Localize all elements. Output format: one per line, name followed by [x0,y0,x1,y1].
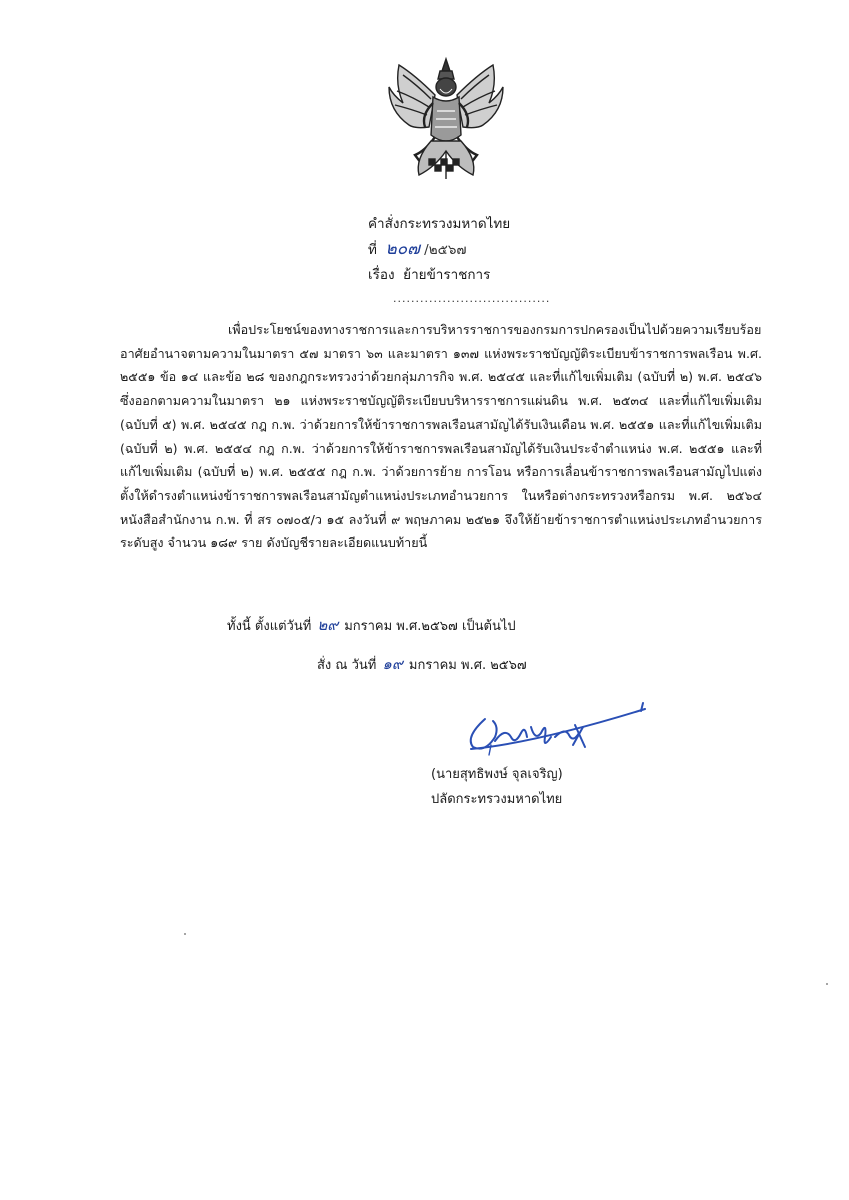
scan-speck [826,983,828,985]
garuda-emblem-icon [385,55,507,183]
order-date-prefix: สั่ง ณ วันที่ [317,658,377,673]
handwritten-signature [455,697,655,767]
order-date-suffix: มกราคม พ.ศ. ๒๕๖๗ [408,658,527,673]
order-body-paragraph: เพื่อประโยชน์ของทางราชการและการบริหารราชการของกรมการปกครองเป็นไปด้วยความเรียบร้อย อาศัยอำนาจตามความในมาตรา ๕๗ มาตรา ๖๓ และมาตรา ๑๓๗ แห่งพระราชบัญญัติระเบียบข้าราชการพลเรือน พ.ศ. ๒๕๕๑ ข้อ ๑๔ และข้อ ๒๘ ของกฎกระทรวงว่าด้วยกลุ่มภารกิจ พ.ศ. ๒๕๔๕ และที่แก้ไขเพิ่มเติม (ฉบับที่ ๒) พ.ศ. ๒๕๔๖ ซึ่งออกตามความในมาตรา ๒๑ แห่งพระราชบัญญัติระเบียบบริหารราชการแผ่นดิน พ.ศ. ๒๕๓๔ และที่แก้ไขเพิ่มเติม (ฉบับที่ ๕) พ.ศ. ๒๕๔๕ กฎ ก.พ. ว่าด้วยการให้ข้าราชการพลเรือนสามัญได้รับเงินเดือน พ.ศ. ๒๕๕๑ และที่แก้ไขเพิ่มเติม (ฉบับที่ ๒) พ.ศ. ๒๕๕๔ กฎ ก.พ. ว่าด้วยการให้ข้าราชการพลเรือนสามัญได้รับเงินประจำตำแหน่ง พ.ศ. ๒๕๕๑ และที่แก้ไขเพิ่มเติม (ฉบับที่ ๒) พ.ศ. ๒๕๕๕ กฎ ก.พ. ว่าด้วยการย้าย การโอน หรือการเลื่อนข้าราชการพลเรือนสามัญไปแต่งตั้งให้ดำรงตำแหน่งข้าราชการพลเรือนสามัญตำแหน่งประเภทอำนวยการ ในหรือต่างกระทรวงหรือกรม พ.ศ. ๒๕๖๔ หนังสือสำนักงาน ก.พ. ที่ สร ๐๗๐๕/ว ๑๕ ลงวันที่ ๙ พฤษภาคม ๒๕๒๑ จึงให้ย้ายข้าราชการตำแหน่งประเภทอำนวยการ ระดับสูง จำนวน ๑๘๙ ราย ดังบัญชีรายละเอียดแนบท้ายนี้ [120,322,762,551]
order-number-line [368,237,510,263]
effective-date-prefix: ทั้งนี้ ตั้งแต่วันที่ [227,619,312,634]
order-subject: ย้ายข้าราชการ [403,267,491,283]
header-separator: ................................... [393,292,551,305]
effective-date-suffix: มกราคม พ.ศ.๒๕๖๗ เป็นต้นไป [344,619,516,634]
order-number-prefix: ที่ [368,242,377,258]
order-body [120,318,762,555]
signer-position: ปลัดกระทรวงมหาดไทย [431,792,563,807]
order-header [368,212,510,288]
order-title: คำสั่งกระทรวงมหาดไทย [368,216,511,232]
order-number-suffix: /๒๕๖๗ [424,242,467,258]
order-subject-line [368,263,510,288]
signer-name: (นายสุทธิพงษ์ จุลเจริญ) [431,767,563,782]
order-date-line [317,652,527,676]
order-number-handwritten: ๒๐๗ [385,239,420,259]
order-subject-label: เรื่อง [368,267,395,283]
order-day-handwritten: ๑๙ [382,655,403,673]
effective-date-line [227,613,516,637]
signer-block [431,762,563,812]
effective-day-handwritten: ๒๙ [317,616,339,634]
scan-speck [184,933,186,935]
